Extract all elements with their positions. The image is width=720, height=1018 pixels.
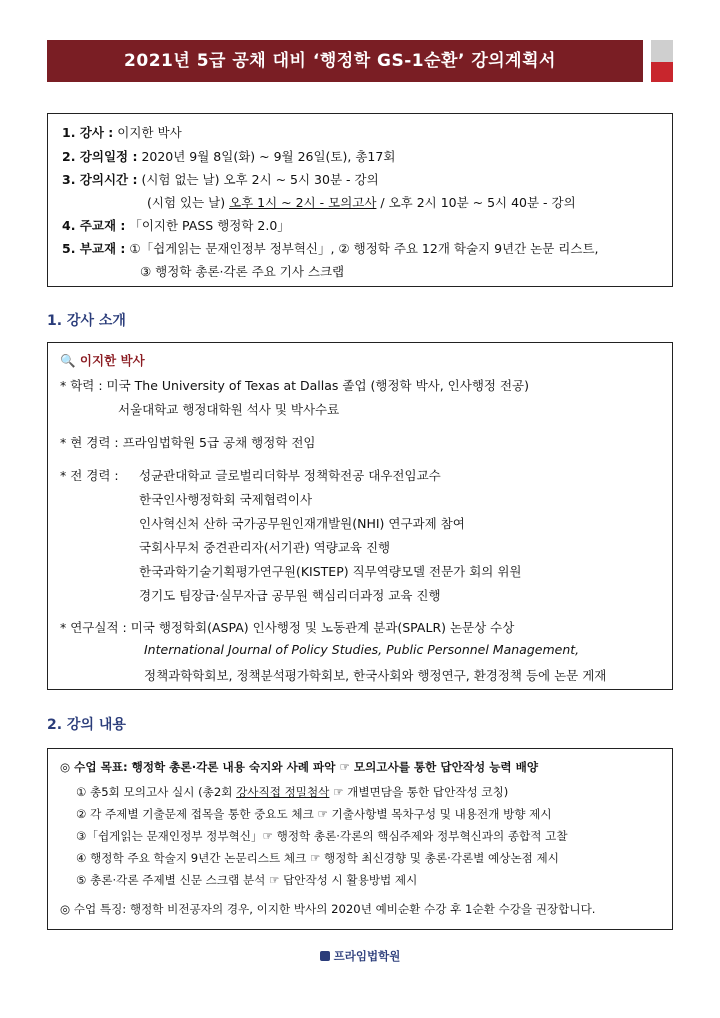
section-heading-instructor: 1. 강사 소개 xyxy=(47,313,126,329)
research-line3: 정책과학학회보, 정책분석평가학회보, 한국사회와 행정연구, 환경정책 등에 논문 게재 xyxy=(144,668,607,683)
time-line2-pre: (시험 있는 날) xyxy=(147,195,230,210)
content-item-1 xyxy=(76,784,508,800)
brand-logo-icon xyxy=(320,951,330,961)
previous-career-item: 한국인사행정학회 국제협력이사 xyxy=(139,492,313,507)
instructor-row xyxy=(62,123,182,141)
section-heading-content: 2. 강의 내용 xyxy=(47,717,126,733)
course-feature: ◎ 수업 특징: 행정학 비전공자의 경우, 이지한 박사의 2020년 예비순환 수강 후 1순환 수강을 권장합니다. xyxy=(60,902,596,916)
time-line1: (시험 없는 날) 오후 2시 ~ 5시 30분 - 강의 xyxy=(141,172,379,187)
research-label: * 연구실적 : xyxy=(60,620,127,635)
time-label: 3. 강의시간 : xyxy=(62,172,138,187)
instructor-value: 이지한 박사 xyxy=(117,125,182,140)
main-text-row xyxy=(62,216,290,234)
schedule-value: 2020년 9월 8일(화) ~ 9월 26일(토), 총17회 xyxy=(141,149,396,164)
content-item-5: ⑤ 총론·각론 주제별 신문 스크랩 분석 ☞ 답안작성 시 활용방법 제시 xyxy=(76,873,418,887)
education-line2: 서울대학교 행정대학원 석사 및 박사수료 xyxy=(118,402,340,417)
research-line2: International Journal of Policy Studies, Public Personnel Management, xyxy=(144,642,580,657)
previous-career-label: * 전 경력 : xyxy=(60,468,119,483)
previous-career-item: 국회사무처 중견관리자(서기관) 역량교육 진행 xyxy=(139,540,391,555)
content-item-2: ② 각 주제별 기출문제 접목을 통한 중요도 체크 ☞ 기출사항별 목차구성 및 내용전개 방향 제시 xyxy=(76,807,552,821)
research-row xyxy=(60,618,514,636)
previous-career-item: 한국과학기술기획평가연구원(KISTEP) 직무역량모델 전문가 회의 위원 xyxy=(139,564,522,579)
research-line1: 미국 행정학회(ASPA) 인사행정 및 노동관계 분과(SPALR) 논문상 수상 xyxy=(130,620,515,635)
content-item-4: ④ 행정학 주요 학술지 9년간 논문리스트 체크 ☞ 행정학 최신경향 및 총론·각론별 예상논점 제시 xyxy=(76,851,559,865)
main-text-label: 4. 주교재 : xyxy=(62,218,126,233)
schedule-row xyxy=(62,147,395,165)
previous-career-item: 성균관대학교 글로벌리더학부 정책학전공 대우전임교수 xyxy=(139,468,441,483)
previous-career-item: 경기도 팀장급·실무자급 공무원 핵심리더과정 교육 진행 xyxy=(139,588,441,603)
sub-text-line1: ①「쉽게읽는 문재인정부 정부혁신」, ② 행정학 주요 12개 학술지 9년간 논문 리스트, xyxy=(129,241,599,256)
time-row xyxy=(62,170,379,188)
course-goal: ◎ 수업 목표: 행정학 총론·각론 내용 숙지와 사례 파악 ☞ 모의고사를 통한 답안작성 능력 배양 xyxy=(60,760,539,774)
time-line2-post: / 오후 2시 10분 ~ 5시 40분 - 강의 xyxy=(376,195,576,210)
course-content-box xyxy=(47,748,673,930)
schedule-label: 2. 강의일정 : xyxy=(62,149,138,164)
banner-decoration xyxy=(631,40,673,82)
education-label: * 학력 : xyxy=(60,378,103,393)
content-item-3: ③「쉽게읽는 문재인정부 정부혁신」☞ 행정학 총론·각론의 핵심주제와 정부혁신과의 종합적 고찰 xyxy=(76,829,568,843)
title-banner xyxy=(47,40,673,82)
item1-pre: ① 총5회 모의고사 실시 (총2회 xyxy=(76,785,237,799)
item1-underlined: 강사직접 정밀첨삭 xyxy=(236,785,330,799)
education-row xyxy=(60,376,529,394)
time-line2-underlined: 오후 1시 ~ 2시 - 모의고사 xyxy=(229,195,377,210)
previous-career-item: 인사혁신처 산하 국가공무원인재개발원(NHI) 연구과제 참여 xyxy=(139,516,465,531)
sub-text-label: 5. 부교재 : xyxy=(62,241,126,256)
sub-text-line2: ③ 행정학 총론·각론 주요 기사 스크랩 xyxy=(140,264,345,279)
course-info-box xyxy=(47,113,673,287)
time-row-2 xyxy=(147,193,576,211)
current-career-label: * 현 경력 : xyxy=(60,435,119,450)
instructor-name-header: 🔍 이지한 박사 xyxy=(60,353,145,368)
page-title: 2021년 5급 공채 대비 ‘행정학 GS-1순환’ 강의계획서 xyxy=(124,51,556,71)
item1-post: ☞ 개별면담을 통한 답안작성 코칭) xyxy=(329,785,509,799)
sub-text-row xyxy=(62,239,599,257)
current-career-row xyxy=(60,433,316,451)
instructor-label: 1. 강사 : xyxy=(62,125,114,140)
main-text-value: 「이지한 PASS 행정학 2.0」 xyxy=(129,218,290,233)
education-line1: 미국 The University of Texas at Dallas 졸업 (행정학 박사, 인사행정 전공) xyxy=(106,378,529,393)
instructor-intro-box xyxy=(47,342,673,690)
sub-text-row-2 xyxy=(140,262,344,280)
current-career-value: 프라임법학원 5급 공채 행정학 전임 xyxy=(122,435,316,450)
footer-brand xyxy=(0,948,720,964)
brand-name: 프라임법학원 xyxy=(333,949,401,963)
